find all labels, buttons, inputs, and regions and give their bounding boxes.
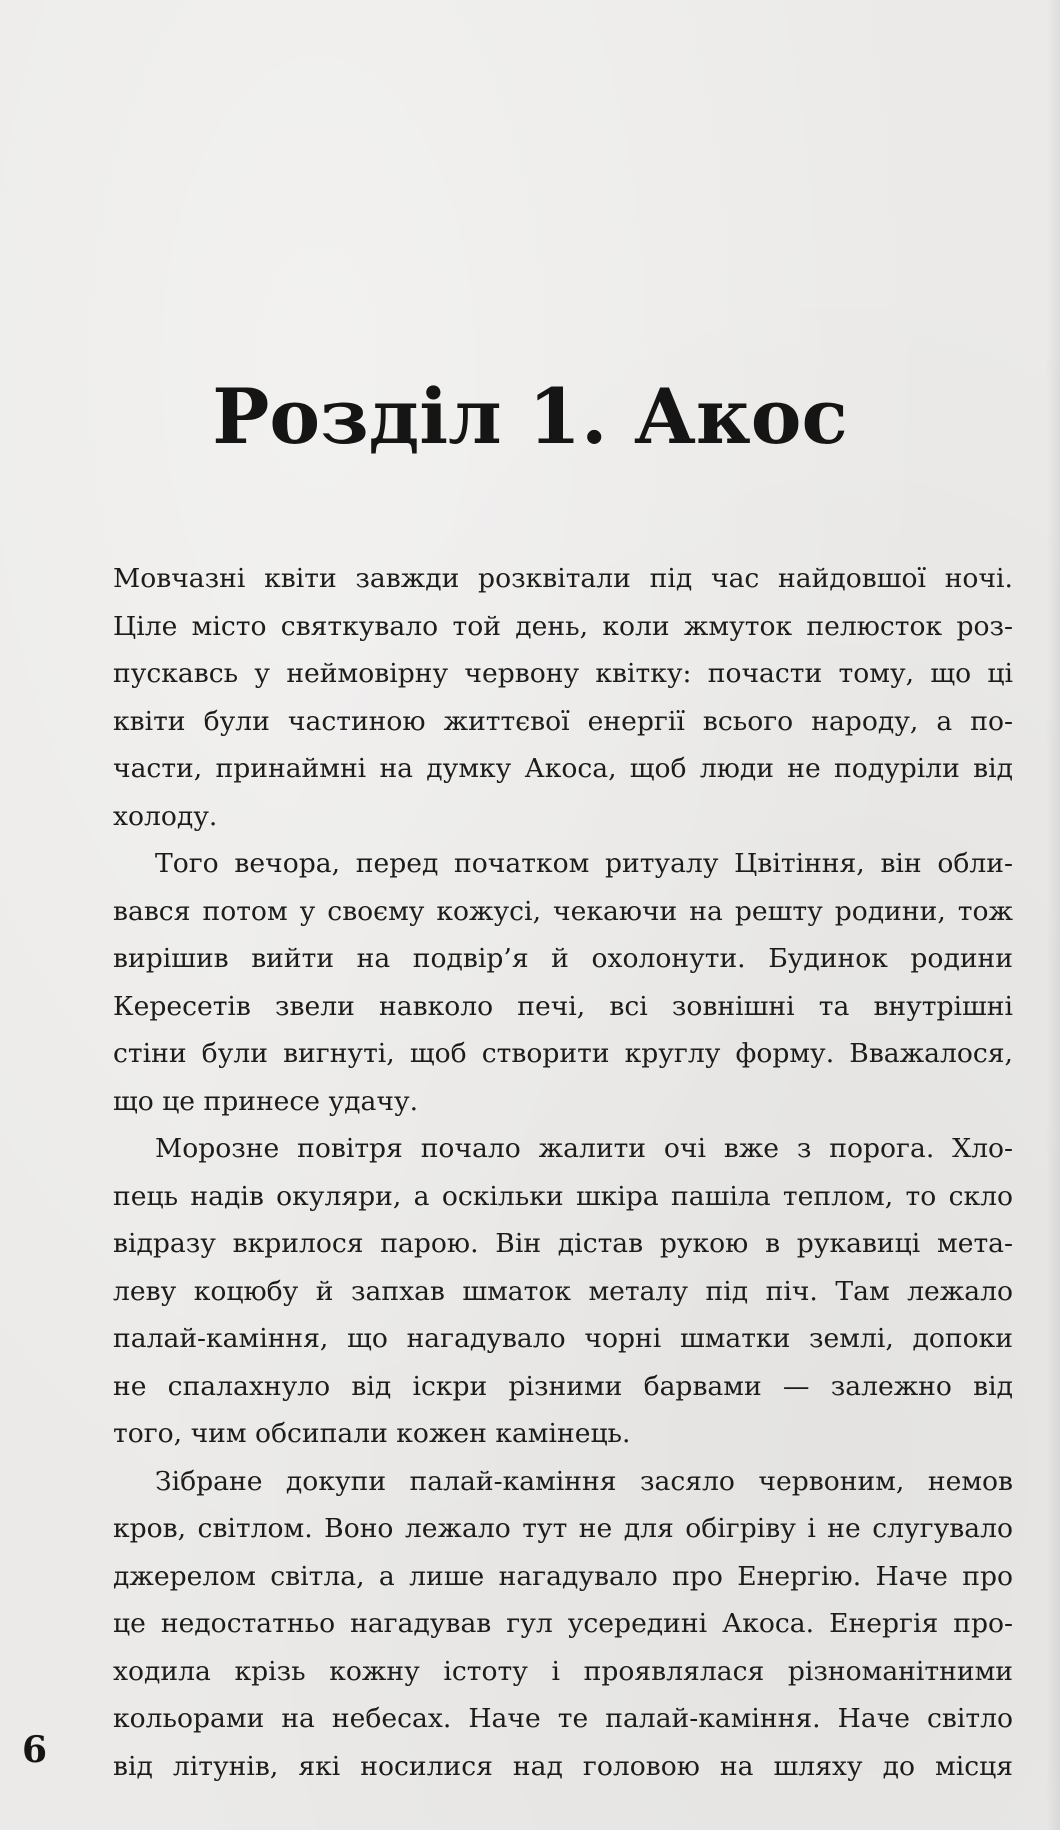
text-line: Ціле місто святкувало той день, коли жмуток пелюсток роз- (113, 610, 1013, 642)
text-line: Того вечора, перед початком ритуалу Цвітіння, він обли- (155, 848, 1013, 879)
text-line: вирішив вийти на подвір’я й охолонути. Будинок родини (113, 943, 1013, 974)
text-line: пець надів окуляри, а оскільки шкіра пашіла теплом, то скло (113, 1180, 1013, 1212)
text-line: пускавсь у неймовірну червону квітку: почасти тому, що ці (113, 658, 1013, 689)
page-number: 6 (22, 1729, 48, 1771)
text-line: від літунів, які носилися над головою на шляху до місця (113, 1750, 1013, 1782)
text-line: це недостатньо нагадував гул усередині Акоса. Енергія про- (113, 1608, 1013, 1639)
text-line: Зібране докупи палай-каміння засяло червоним, немов (155, 1465, 1013, 1497)
text-line: стіни були вигнуті, щоб створити круглу форму. Вважалося, (113, 1038, 1013, 1069)
text-line: кров, світлом. Воно лежало тут не для обігріву і не слугувало (113, 1513, 1013, 1544)
text-line: холоду. (113, 800, 218, 832)
text-line: леву коцюбу й запхав шматок металу під піч. Там лежало (113, 1275, 1013, 1307)
text-line: не спалахнуло від іскри різними барвами — залежно від (113, 1370, 1013, 1402)
text-line: Мовчазні квіти завжди розквітали під час найдовшої ночі. (113, 563, 1013, 594)
text-line: Морозне повітря почало жалити очі вже з порога. Хло- (155, 1133, 1013, 1164)
text-line: ходила крізь кожну істоту і проявлялася різноманітними (113, 1655, 1013, 1687)
text-line: того, чим обсипали кожен камінець. (113, 1418, 631, 1449)
text-line: джерелом світла, а лише нагадувало про Енергію. Наче про (113, 1560, 1013, 1592)
text-line: палай-каміння, що нагадувало чорні шматки землі, допоки (113, 1323, 1013, 1354)
page-edge-shadow (1046, 0, 1060, 1830)
text-line: квіти були частиною життєвої енергії всього народу, а по- (113, 705, 1013, 737)
text-line: части, принаймні на думку Акоса, щоб люди не подуріли від (113, 753, 1013, 784)
text-line: відразу вкрилося парою. Він дістав рукою в рукавиці мета- (113, 1228, 1013, 1259)
chapter-body-text (113, 555, 1013, 1790)
chapter-title: Розділ 1. Акос (212, 372, 848, 461)
text-line: вався потом у своєму кожусі, чекаючи на решту родини, тож (113, 895, 1013, 927)
text-line: кольорами на небесах. Наче те палай-каміння. Наче світло (113, 1703, 1013, 1734)
text-line: що це принесе удачу. (113, 1085, 419, 1117)
text-line: Кересетів звели навколо печі, всі зовнішні та внутрішні (113, 990, 1013, 1022)
